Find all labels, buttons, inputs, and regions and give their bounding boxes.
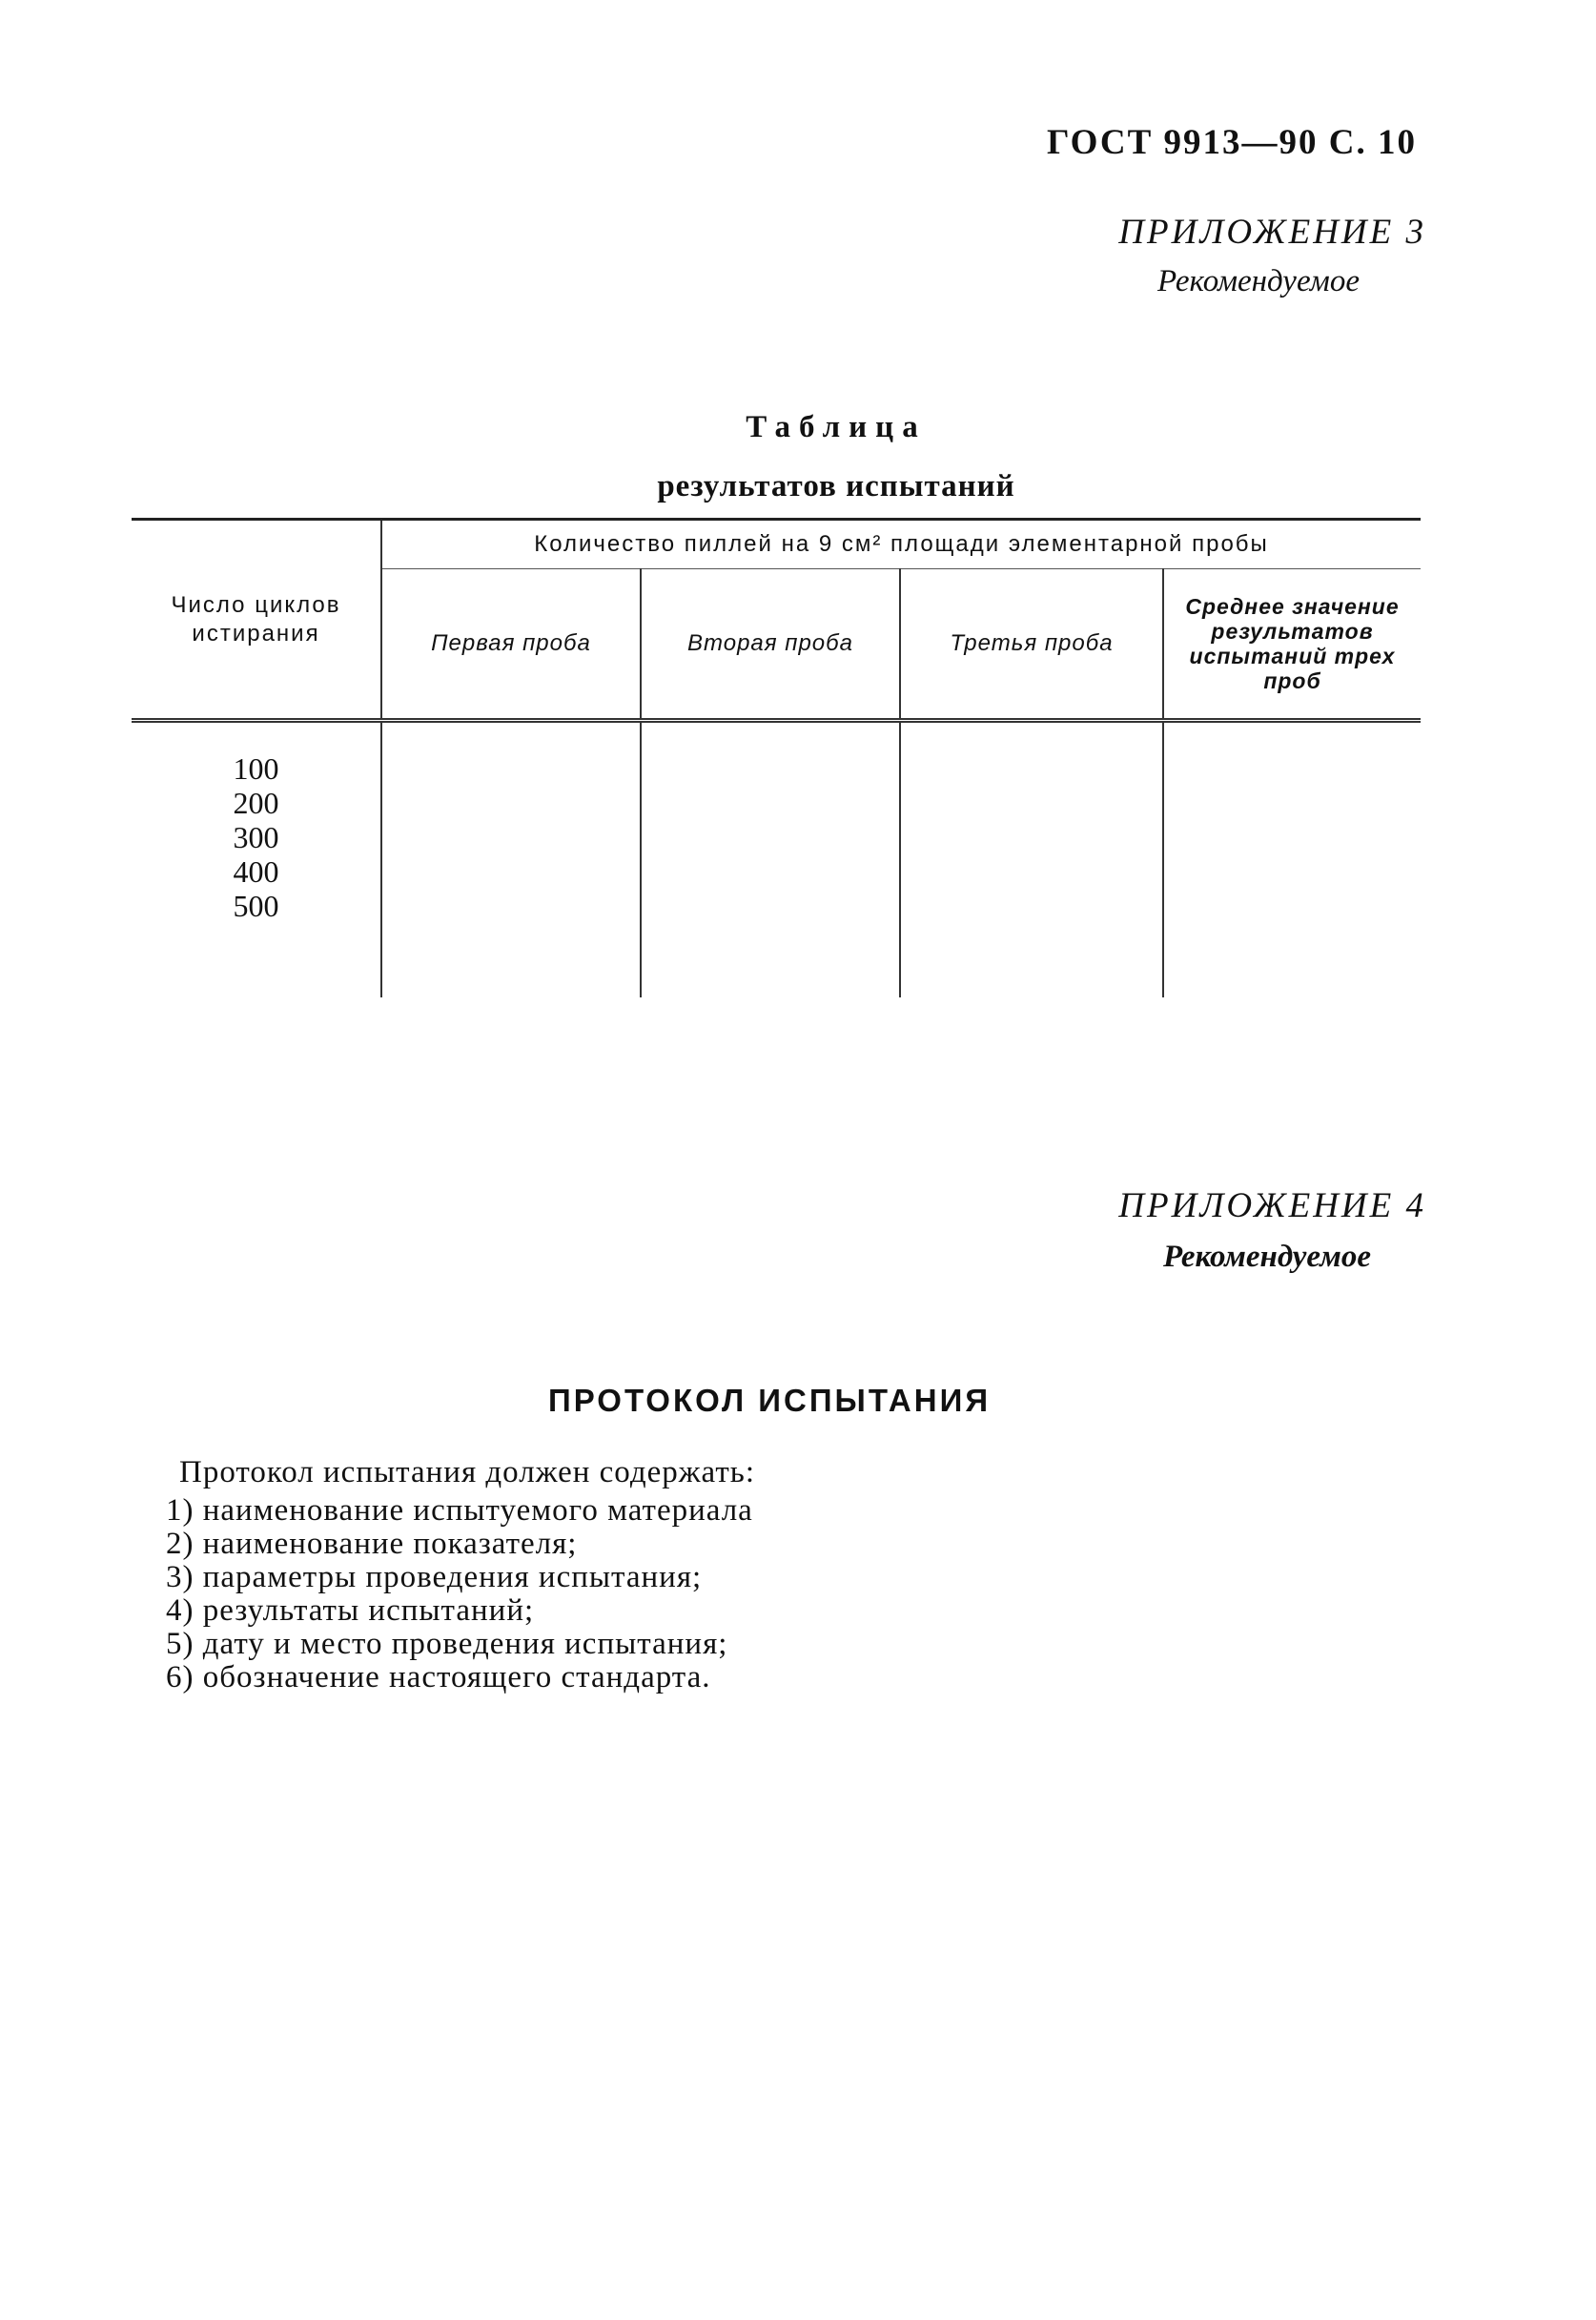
column-header-sample-2: Вторая проба — [641, 569, 900, 721]
column-header-mean: Среднее значение результатов испытаний трех проб — [1163, 569, 1421, 721]
cycles-values — [132, 721, 381, 998]
list-item: 1) наименование испытуемого материала — [166, 1493, 753, 1528]
protocol-title: ПРОТОКОЛ ИСПЫТАНИЯ — [548, 1383, 992, 1418]
appendix-4-title: ПРИЛОЖЕНИЕ 4 — [1118, 1186, 1426, 1225]
list-item: 3) параметры проведения испытания; — [166, 1560, 703, 1594]
appendix-4-status: Рекомендуемое — [1162, 1240, 1371, 1274]
list-item: 5) дату и место проведения испытания; — [166, 1627, 728, 1661]
list-item: 6) обозначение настоящего стандарта. — [166, 1660, 711, 1694]
column-header-sample-1: Первая проба — [381, 569, 641, 721]
cycles-value: 500 — [233, 889, 279, 923]
cycles-value: 300 — [233, 820, 279, 854]
table-subtitle: результатов испытаний — [657, 469, 1015, 503]
protocol-intro: Протокол испытания должен содержать: — [179, 1455, 755, 1489]
column-header-pilling-count: Количество пиллей на 9 см² площади элементарной пробы — [381, 520, 1421, 569]
cycles-value: 200 — [233, 786, 279, 820]
appendix-3-status: Рекомендуемое — [1156, 264, 1360, 298]
appendix-3-title: ПРИЛОЖЕНИЕ 3 — [1118, 213, 1426, 252]
cycles-value: 100 — [233, 751, 279, 786]
mean-cell — [1163, 721, 1421, 998]
cycles-value: 400 — [233, 854, 279, 889]
column-header-cycles: Число циклов истирания — [132, 520, 381, 721]
sample-3-cell — [900, 721, 1163, 998]
column-header-sample-3: Третья проба — [900, 569, 1163, 721]
protocol-items — [166, 1494, 753, 1694]
sample-1-cell — [381, 721, 641, 998]
results-table — [132, 518, 1421, 997]
list-item: 2) наименование показателя; — [166, 1527, 578, 1561]
sample-2-cell — [641, 721, 900, 998]
table-title: Таблица — [746, 410, 927, 444]
page-header: ГОСТ 9913—90 С. 10 — [1047, 123, 1417, 162]
table-body-row — [132, 721, 1421, 998]
list-item: 4) результаты испытаний; — [166, 1593, 535, 1628]
